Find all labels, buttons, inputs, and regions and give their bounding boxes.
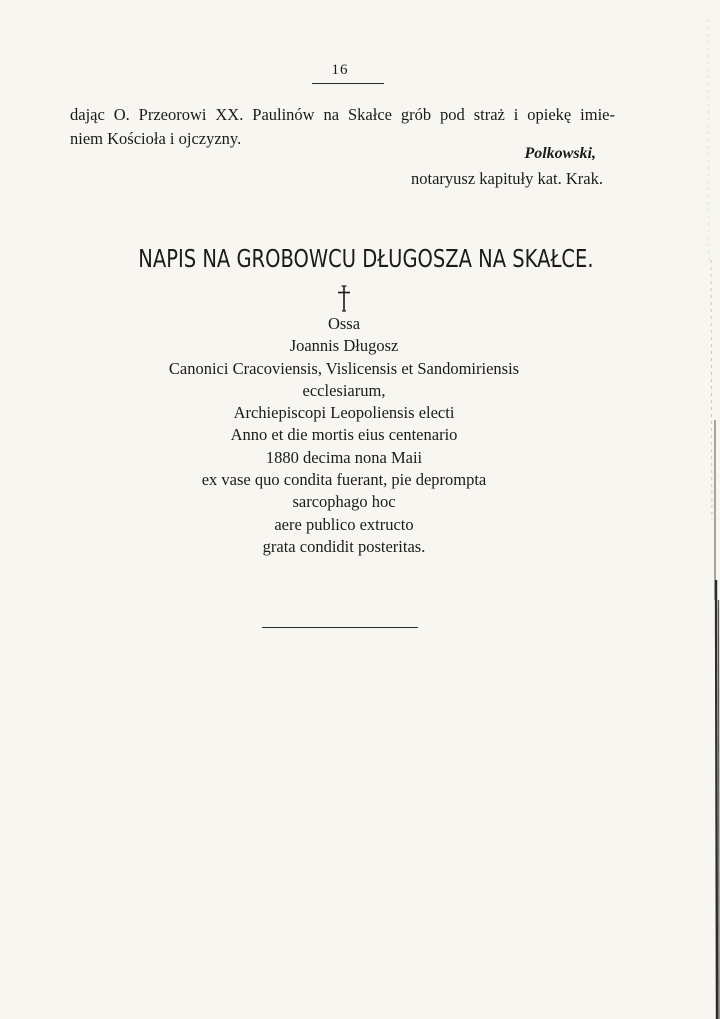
inscription-line: aere publico extructo [274, 514, 414, 534]
paragraph-line: dając O. Przeorowi XX. Paulinów na Skałce grób pod straż i opiekę imie- [70, 105, 615, 124]
inscription-line: Anno et die mortis eius centenario [230, 425, 458, 445]
inscription-line: Joannis Długosz [289, 336, 399, 356]
latin-cross-icon [330, 283, 358, 313]
page-number: 16 [331, 62, 349, 78]
inscription-line: ex vase quo condita fuerant, pie deprompta [201, 470, 487, 490]
inscription-line: Canonici Cracoviensis, Vislicensis et Sandomiriensis [168, 358, 520, 378]
inscription-line: ecclesiarum, [302, 380, 386, 400]
inscription-line: sarcophago hoc [292, 492, 396, 512]
signature-name: Polkowski, [524, 145, 596, 162]
page-edge-shadow [698, 0, 720, 1019]
inscription-line: Ossa [327, 314, 361, 333]
paragraph-line: niem Kościoła i ojczyzny. [70, 129, 242, 148]
signature-title: notaryusz kapituły kat. Krak. [411, 169, 603, 188]
body-paragraph [70, 103, 615, 151]
inscription-line: 1880 decima nona Maii [265, 447, 423, 467]
page-number-rule [312, 83, 384, 84]
inscription-block [100, 313, 588, 558]
section-heading: NAPIS NA GROBOWCU DŁUGOSZA NA SKAŁCE. [138, 244, 594, 273]
inscription-line: grata condidit posteritas. [262, 536, 426, 556]
inscription-line: Archiepiscopi Leopoliensis electi [233, 403, 455, 423]
closing-rule [262, 627, 418, 628]
